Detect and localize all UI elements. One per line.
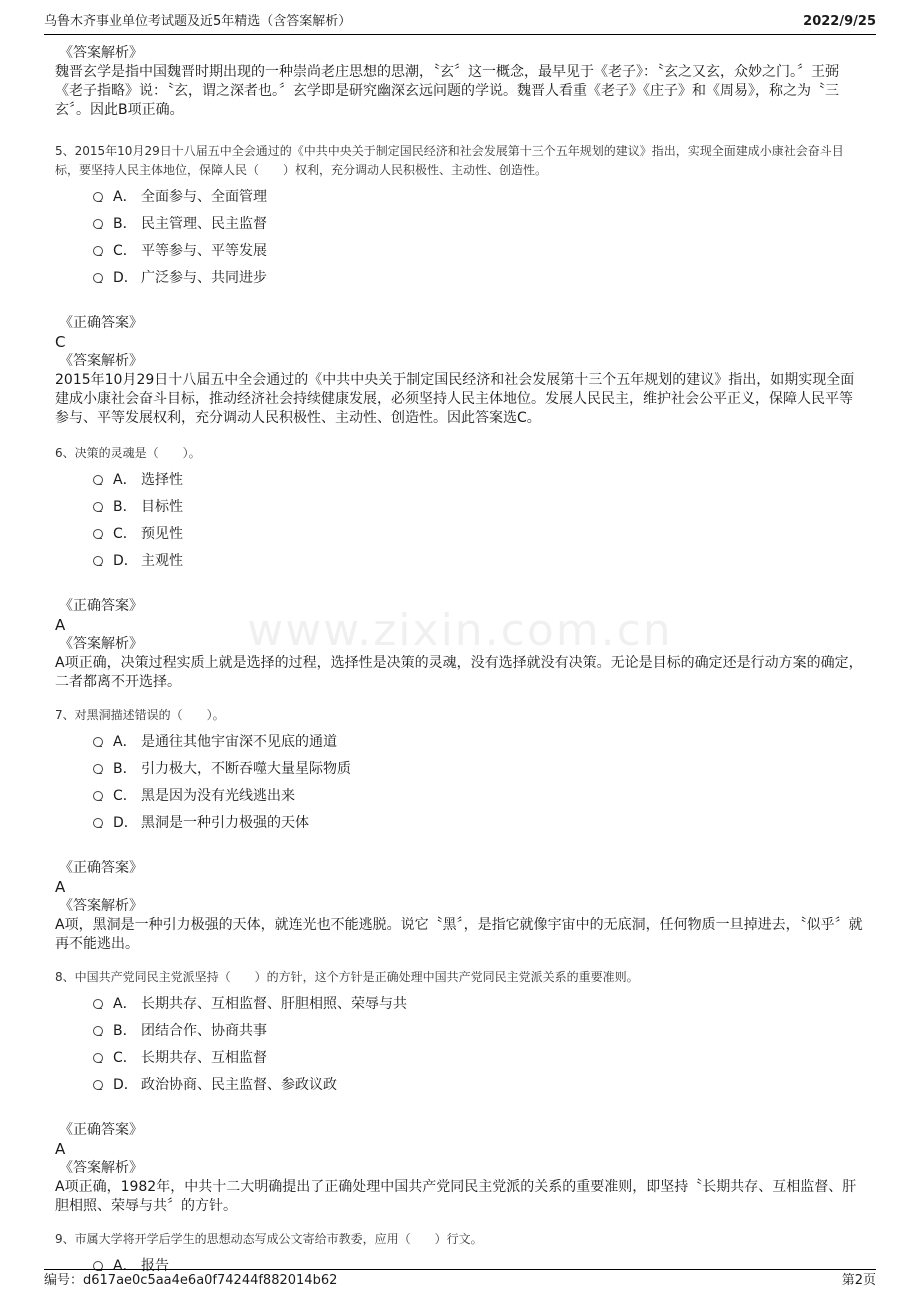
option-c[interactable] [55, 521, 865, 548]
analysis-label: 《答案解析》 [59, 898, 143, 914]
option-letter: B． [113, 216, 137, 232]
radio-button-icon[interactable] [93, 192, 103, 202]
radio-button-icon[interactable] [93, 502, 103, 512]
option-letter: C． [113, 526, 137, 542]
correct-answer: C [55, 333, 66, 351]
option-b[interactable] [55, 211, 865, 238]
option-d[interactable] [55, 548, 865, 575]
analysis-label: 《答案解析》 [59, 1160, 143, 1176]
option-letter: C． [113, 1050, 137, 1066]
radio-button-icon[interactable] [93, 1026, 103, 1036]
option-d[interactable] [55, 1072, 865, 1099]
question-text: 9、市属大学将开学后学生的思想动态写成公文寄给市教委，应用（ ）行文。 [55, 1232, 483, 1246]
correct-answer-label: 《正确答案》 [59, 1122, 143, 1138]
radio-button-icon[interactable] [93, 556, 103, 566]
question-text: 6、决策的灵魂是（ ）。 [55, 446, 201, 460]
correct-answer: A [55, 878, 66, 896]
option-text: 平等参与、平等发展 [141, 243, 267, 259]
correct-answer: A [55, 616, 66, 634]
option-list [55, 729, 865, 837]
option-text: 选择性 [141, 472, 183, 488]
option-letter: A． [113, 1258, 137, 1274]
option-text: 黑洞是一种引力极强的天体 [141, 815, 309, 831]
option-letter: B． [113, 761, 137, 777]
option-letter: B． [113, 499, 137, 515]
option-a[interactable] [55, 729, 865, 756]
radio-button-icon[interactable] [93, 1080, 103, 1090]
option-text: 报告 [141, 1258, 169, 1274]
analysis-text: 魏晋玄学是指中国魏晋时期出现的一种崇尚老庄思想的思潮，〝玄〞这一概念，最早见于《老子》：〝玄之又玄，众妙之门。〞王弼《老子指略》说：〝玄，谓之深者也。〞玄学即是研究幽深玄远问题的学说。魏晋人看重《老子》《庄子》和《周易》，称之为〝三玄〞。因此B项正确。 [55, 64, 839, 118]
option-d[interactable] [55, 265, 865, 292]
document-date: 2022/9/25 [803, 14, 876, 29]
option-text: 目标性 [141, 499, 183, 515]
radio-button-icon[interactable] [93, 818, 103, 828]
radio-button-icon[interactable] [93, 791, 103, 801]
radio-button-icon[interactable] [93, 737, 103, 747]
analysis-label: 《答案解析》 [59, 636, 143, 652]
document-code: 编号：d617ae0c5aa4e6a0f74244f882014b62 [44, 1273, 338, 1288]
option-text: 全面参与、全面管理 [141, 189, 267, 205]
option-list [55, 991, 865, 1099]
option-letter: C． [113, 243, 137, 259]
page-footer [44, 1269, 876, 1294]
analysis-text: A项，黑洞是一种引力极强的天体，就连光也不能逃脱。说它〝黑〞，是指它就像宇宙中的无底洞，任何物质一旦掉进去，〝似乎〞就再不能逃出。 [55, 917, 863, 952]
option-text: 广泛参与、共同进步 [141, 270, 267, 286]
option-letter: D． [113, 815, 138, 831]
page-header [44, 10, 876, 35]
option-text: 民主管理、民主监督 [141, 216, 267, 232]
option-b[interactable] [55, 494, 865, 521]
option-b[interactable] [55, 1018, 865, 1045]
analysis-text: 2015年10月29日十八届五中全会通过的《中共中央关于制定国民经济和社会发展第十三个五年规划的建议》指出，如期实现全面建成小康社会奋斗目标，推动经济社会持续健康发展，必须坚持人民主体地位。发展人民民主，维护社会公平正义，保障人民平等参与、平等发展权利，充分调动人民积极性、主动性、创造性。因此答案选C。 [55, 372, 855, 426]
option-text: 引力极大，不断吞噬大量星际物质 [141, 761, 351, 777]
option-letter: D． [113, 1077, 138, 1093]
option-letter: A． [113, 734, 137, 750]
page-number: 第2页 [841, 1273, 876, 1288]
option-a[interactable] [55, 991, 865, 1018]
question-text: 7、对黑洞描述错误的（ ）。 [55, 708, 225, 722]
watermark: www.zixin.com.cn [247, 605, 673, 656]
option-text: 长期共存、互相监督、肝胆相照、荣辱与共 [141, 996, 407, 1012]
option-text: 主观性 [141, 553, 183, 569]
question-text: 8、中国共产党同民主党派坚持（ ）的方针，这个方针是正确处理中国共产党同民主党派关系的重要准则。 [55, 970, 639, 984]
option-letter: B． [113, 1023, 137, 1039]
document-title: 乌鲁木齐事业单位考试题及近5年精选（含答案解析） [44, 14, 352, 29]
option-letter: A． [113, 189, 137, 205]
radio-button-icon[interactable] [93, 273, 103, 283]
radio-button-icon[interactable] [93, 999, 103, 1009]
option-list [55, 184, 865, 292]
radio-button-icon[interactable] [93, 1053, 103, 1063]
correct-answer-label: 《正确答案》 [59, 598, 143, 614]
option-text: 是通往其他宇宙深不见底的通道 [141, 734, 337, 750]
correct-answer-label: 《正确答案》 [59, 315, 143, 331]
radio-button-icon[interactable] [93, 529, 103, 539]
radio-button-icon[interactable] [93, 246, 103, 256]
option-list [55, 467, 865, 575]
correct-answer-label: 《正确答案》 [59, 860, 143, 876]
analysis-label: 《答案解析》 [59, 353, 143, 369]
option-letter: A． [113, 472, 137, 488]
option-letter: D． [113, 270, 138, 286]
option-c[interactable] [55, 238, 865, 265]
radio-button-icon[interactable] [93, 475, 103, 485]
option-b[interactable] [55, 756, 865, 783]
radio-button-icon[interactable] [93, 219, 103, 229]
option-text: 黑是因为没有光线逃出来 [141, 788, 295, 804]
analysis-text: A项正确，决策过程实质上就是选择的过程，选择性是决策的灵魂，没有选择就没有决策。无论是目标的确定还是行动方案的确定，二者都离不开选择。 [55, 655, 863, 690]
option-letter: D． [113, 553, 138, 569]
option-a[interactable] [55, 184, 865, 211]
option-d[interactable] [55, 810, 865, 837]
option-text: 长期共存、互相监督 [141, 1050, 267, 1066]
option-text: 政治协商、民主监督、参政议政 [141, 1077, 337, 1093]
radio-button-icon[interactable] [93, 764, 103, 774]
option-c[interactable] [55, 1045, 865, 1072]
analysis-label: 《答案解析》 [59, 45, 143, 61]
question-text: 5、2015年10月29日十八届五中全会通过的《中共中央关于制定国民经济和社会发展第十三个五年规划的建议》指出，实现全面建成小康社会奋斗目标，要坚持人民主体地位，保障人民（ ）权利，充分调动人民积极性、主动性、创造性。 [55, 144, 844, 177]
analysis-text: A项正确，1982年，中共十二大明确提出了正确处理中国共产党同民主党派的关系的重要准则，即坚持〝长期共存、互相监督、肝胆相照、荣辱与共〞的方针。 [55, 1179, 857, 1214]
exam-content [55, 44, 865, 1280]
option-text: 预见性 [141, 526, 183, 542]
option-a[interactable] [55, 467, 865, 494]
option-text: 团结合作、协商共事 [141, 1023, 267, 1039]
option-letter: A． [113, 996, 137, 1012]
option-letter: C． [113, 788, 137, 804]
correct-answer: A [55, 1140, 66, 1158]
option-c[interactable] [55, 783, 865, 810]
